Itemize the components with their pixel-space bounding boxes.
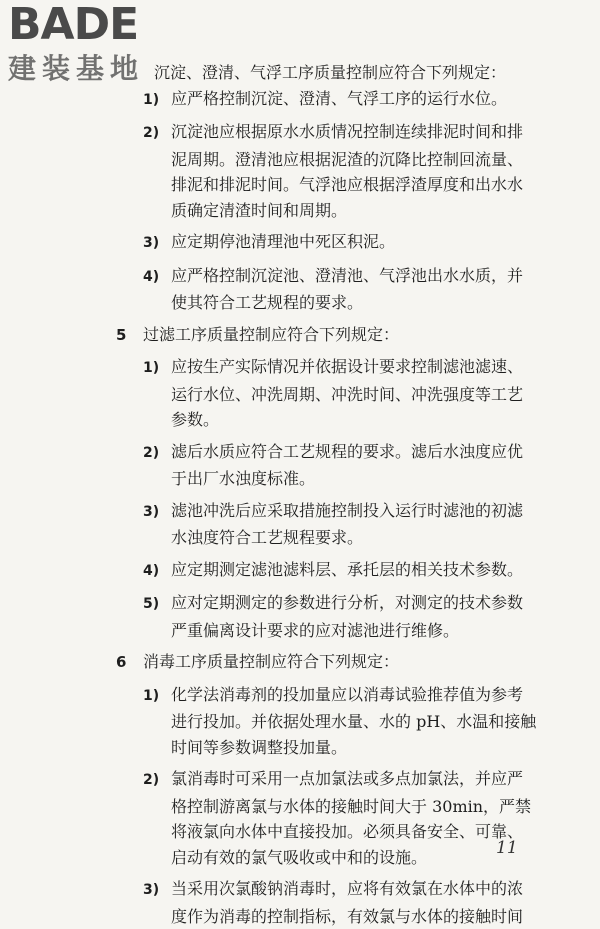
document-body [0,60,600,929]
text-line: 泥周期。澄清池应根据泥渣的沉降比控制回流量、 [0,147,600,173]
text-line: 水浊度符合工艺规程要求。 [0,525,600,551]
item-number: 2) [143,121,171,147]
item-line: 3) 当采用次氯酸钠消毒时，应将有效氯在水体中的浓 [0,876,600,904]
item-line: 4) 应定期测定滤池滤料层、承托层的相关技术参数。 [0,557,600,585]
item-line: 1) 应严格控制沉淀、澄清、气浮工序的运行水位。 [0,86,600,114]
text-line: 度作为消毒的控制指标，有效氯与水体的接触时间 [0,904,600,929]
item-line: 5) 应对定期测定的参数进行分析，对测定的技术参数 [0,590,600,618]
section-line: 5 过滤工序质量控制应符合下列规定： [0,322,600,349]
text-line: 格控制游离氯与水体的接触时间大于 30min，严禁 [0,794,600,820]
section-number: 6 [116,650,143,676]
item-number: 4) [143,265,171,291]
section-line: 6 消毒工序质量控制应符合下列规定： [0,649,600,676]
item-line: 3) 滤池冲洗后应采取措施控制投入运行时滤池的初滤 [0,498,600,526]
text-line: 严重偏离设计要求的应对滤池进行维修。 [0,618,600,644]
logo-text-cn: 建装基地 [8,52,144,86]
item-line: 4) 应严格控制沉淀池、澄清池、气浮池出水水质，并 [0,263,600,291]
text-line: 沉淀、澄清、气浮工序质量控制应符合下列规定： [0,60,600,86]
page-number: 11 [496,838,518,858]
item-line: 2) 滤后水质应符合工艺规程的要求。滤后水浊度应优 [0,439,600,467]
item-number: 5) [143,592,171,618]
text-line: 排泥和排泥时间。气浮池应根据浮渣厚度和出水水 [0,172,600,198]
item-line: 1) 应按生产实际情况并依据设计要求控制滤池滤速、 [0,354,600,382]
section-number: 5 [116,323,143,349]
item-number: 4) [143,559,171,585]
item-number: 3) [143,878,171,904]
item-line: 2) 氯消毒时可采用一点加氯法或多点加氯法，并应严 [0,766,600,794]
text-line: 参数。 [0,407,600,433]
text-line: 启动有效的氯气吸收或中和的设施。 [0,845,600,871]
item-number: 1) [143,684,171,710]
text-line: 使其符合工艺规程的要求。 [0,290,600,316]
text-line: 进行投加。并依据处理水量、水的 pH、水温和接触 [0,709,600,735]
text-line: 将液氯向水体中直接投加。必须具备安全、可靠、 [0,819,600,845]
text-line: 于出厂水浊度标准。 [0,466,600,492]
logo-text-en: BADE [8,2,138,48]
item-number: 1) [143,88,171,114]
item-line: 1) 化学法消毒剂的投加量应以消毒试验推荐值为参考 [0,682,600,710]
text-line: 质确定清渣时间和周期。 [0,198,600,224]
item-number: 2) [143,441,171,467]
item-number: 2) [143,768,171,794]
item-line: 2) 沉淀池应根据原水水质情况控制连续排泥时间和排 [0,119,600,147]
item-number: 3) [143,500,171,526]
text-line: 时间等参数调整投加量。 [0,735,600,761]
item-number: 3) [143,231,171,257]
text-line: 运行水位、冲洗周期、冲洗时间、冲洗强度等工艺 [0,382,600,408]
item-line: 3) 应定期停池清理池中死区积泥。 [0,229,600,257]
item-number: 1) [143,356,171,382]
